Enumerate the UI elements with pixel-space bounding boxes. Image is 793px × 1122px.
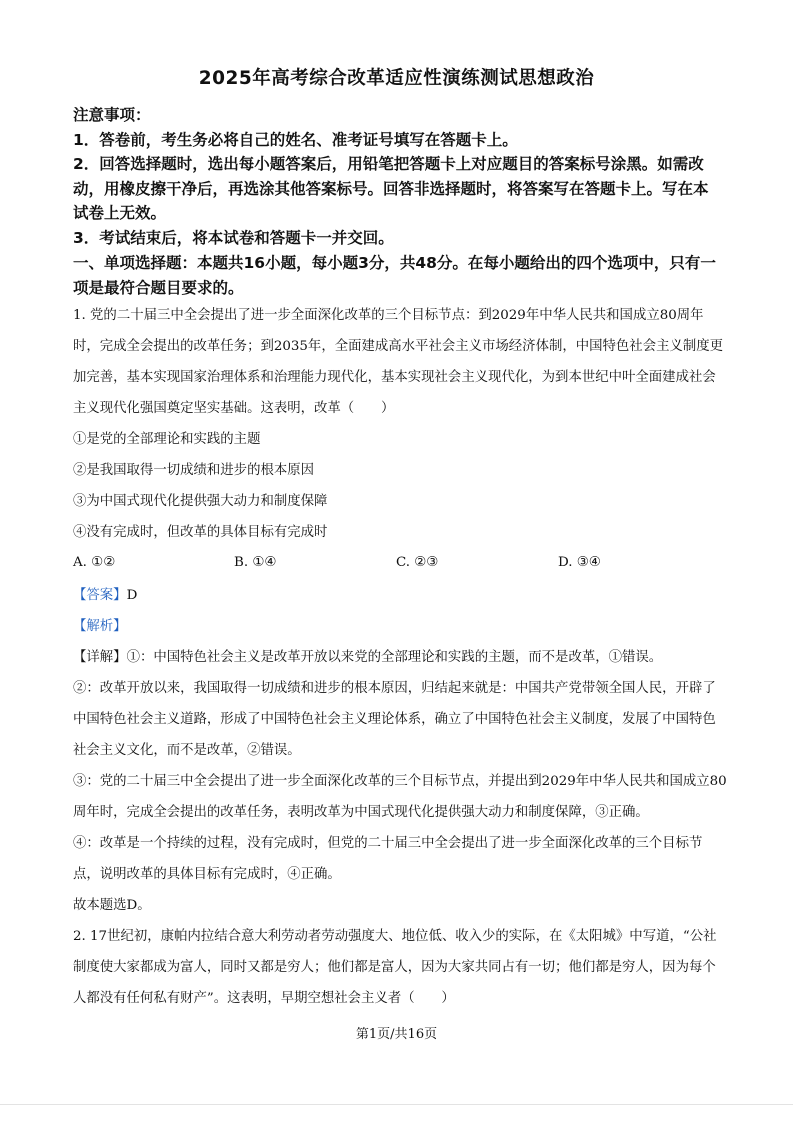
answer-value: D — [126, 588, 138, 603]
analysis-tag: 【解析】 — [73, 619, 127, 634]
question-2-stem: 2. 17世纪初，康帕内拉结合意大利劳动者劳动强度大、地位低、收入少的实际，在《太阳城》中写道，“公社制度使大家都成为富人，同时又都是穷人；他们都是富人，因为大家共同占有一切；他们都是穷人，因为每个人都没有任何私有财产”。这表明，早期空想社会主义者（ ） — [73, 929, 717, 1006]
question-1-stem: 1. 党的二十届三中全会提出了进一步全面深化改革的三个目标节点：到2029年中华人民共和国成立80周年时，完成全会提出的改革任务；到2035年，全面建成高水平社会主义市场经济体制，中国特色社会主义制度更加完善，基本实现国家治理体系和治理能力现代化，基本实现社会主义现代化，为到本世纪中叶全面建成社会主义现代化强国奠定坚实基础。这表明，改革（ ） — [73, 308, 724, 416]
notice-item-3: 3．考试结束后，将本试卷和答题卡一并交回。 — [73, 229, 394, 247]
notice-item-2: 2．回答选择题时，选出每小题答案后，用铅笔把答题卡上对应题目的答案标号涂黑。如需改动，用橡皮擦干净后，再选涂其他答案标号。回答非选择题时，将答案写在答题卡上。写在本试卷上无效。 — [73, 155, 709, 222]
answer-line — [73, 580, 727, 611]
option-d: D. ③④ — [558, 555, 601, 570]
detail-1 — [73, 642, 727, 673]
option-b: B. ①④ — [234, 555, 277, 570]
detail-4: ④：改革是一个持续的过程，没有完成时，但党的二十届三中全会提出了进一步全面深化改革的三个目标节点，说明改革的具体目标有完成时，④正确。 — [73, 836, 703, 882]
conclusion: 故本题选D。 — [73, 898, 151, 913]
question-1-statement-3: ③为中国式现代化提供强大动力和制度保障 — [73, 494, 328, 509]
bottom-divider — [0, 1104, 793, 1105]
question-1-statement-4: ④没有完成时，但改革的具体目标有完成时 — [73, 525, 328, 540]
detail-2: ②：改革开放以来，我国取得一切成绩和进步的根本原因，归结起来就是：中国共产党带领全国人民，开辟了中国特色社会主义道路，形成了中国特色社会主义理论体系，确立了中国特色社会主义制度，发展了中国特色社会主义文化，而不是改革，②错误。 — [73, 681, 716, 758]
page-title: 2025年高考综合改革适应性演练测试思想政治 — [198, 68, 595, 89]
notice-item-1: 1．答卷前，考生务必将自己的姓名、准考证号填写在答题卡上。 — [73, 131, 518, 149]
notice-heading: 注意事项： — [73, 106, 151, 124]
option-a: A. ①② — [73, 555, 116, 570]
detail-1-text: ①：中国特色社会主义是改革开放以来党的全部理论和实践的主题，而不是改革，①错误。 — [126, 650, 663, 665]
detail-tag: 【详解】 — [73, 650, 127, 665]
question-1-statement-1: ①是党的全部理论和实践的主题 — [73, 432, 261, 447]
question-1-statement-2: ②是我国取得一切成绩和进步的根本原因 — [73, 463, 315, 478]
page-footer: 第1页/共16页 — [355, 1027, 438, 1042]
detail-3: ③：党的二十届三中全会提出了进一步全面深化改革的三个目标节点，并提出到2029年中华人民共和国成立80周年时，完成全会提出的改革任务，表明改革为中国式现代化提供强大动力和制度保障，③正确。 — [73, 774, 727, 820]
section-heading: 一、单项选择题：本题共16小题，每小题3分，共48分。在每小题给出的四个选项中，只有一项是最符合题目要求的。 — [73, 254, 716, 297]
option-c: C. ②③ — [396, 555, 439, 570]
answer-tag: 【答案】 — [73, 588, 127, 603]
